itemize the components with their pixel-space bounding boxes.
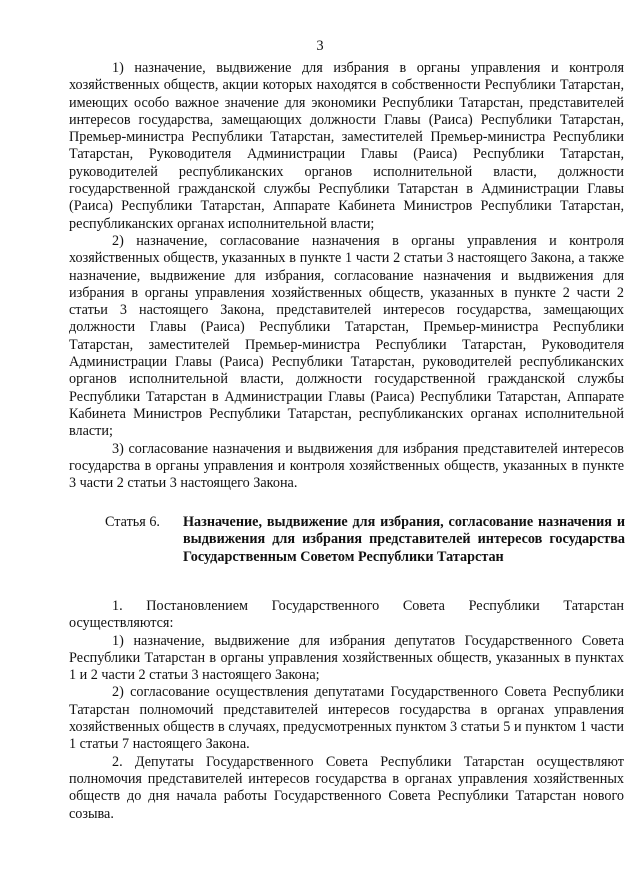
article6-part-1-intro: 1. Постановлением Государственного Совета Республики Татарстан осуществляются:	[69, 598, 624, 632]
article-title: Назначение, выдвижение для избрания, согласование назначения и выдвижения для избрания представителей интересов государства Государственным Советом Республики Татарстан	[183, 514, 625, 565]
article6-part-2: 2. Депутаты Государственного Совета Республики Татарстан осуществляют полномочия представителей интересов государства в органах управления хозяйственных обществ до дня начала работы Государственного Совета Республики Татарстан нового созыва.	[69, 753, 624, 822]
article6-part-1-item-1: 1) назначение, выдвижение для избрания депутатов Государственного Совета Республики Татарстан в органы управления хозяйственных обществ, указанных в пунктах 1 и 2 части 2 статьи 3 настоящего Закона;	[69, 632, 624, 684]
item-2-paragraph: 2) назначение, согласование назначения в органы управления и контроля хозяйственных обществ, указанных в пункте 1 части 2 статьи 3 настоящего Закона, а также назначение, выдвижение для избрания, согласование назначения и выдвижения для избрания в органы управления хозяйственных обществ, указанных в пункте 2 части 2 статьи 3 настоящего Закона, представителей интересов государства, замещающих должности Главы (Раиса) Республики Татарстан, Премьер-министра Республики Татарстан, заместителей Премьер-министра Республики Татарстан, Руководителя Администрации Главы (Раиса) Республики Татарстан, руководителей республиканских органов исполнительной власти, должности государственной гражданской службы Республики Татарстан в Администрации Главы (Раиса) Республики Татарстан, Аппарате Кабинета Министров Республики Татарстан, республиканских органах исполнительной власти;	[69, 232, 624, 440]
item-3-paragraph: 3) согласование назначения и выдвижения для избрания представителей интересов государства в органы управления и контроля хозяйственных обществ, указанных в пункте 3 части 2 статьи 3 настоящего Закона.	[69, 440, 624, 492]
article5-part-items	[69, 60, 624, 492]
page-number: 3	[316, 38, 324, 54]
article-number: Статья 6.	[105, 514, 160, 530]
item-1-paragraph: 1) назначение, выдвижение для избрания в органы управления и контроля хозяйственных обществ, акции которых находятся в собственности Республики Татарстан, имеющих особо важное значение для экономики Республики Татарстан, представителей интересов государства, замещающих должности Главы (Раиса) Республики Татарстан, Премьер-министра Республики Татарстан, заместителей Премьер-министра Республики Татарстан, Руководителя Администрации Главы (Раиса) Республики Татарстан, руководителей республиканских органов исполнительной власти, должности государственной гражданской службы Республики Татарстан в Администрации Главы (Раиса) Республики Татарстан, Аппарате Кабинета Министров Республики Татарстан, республиканских органах исполнительной власти;	[69, 60, 624, 232]
article6-body	[69, 598, 624, 823]
article6-part-1-item-2: 2) согласование осуществления депутатами Государственного Совета Республики Татарстан полномочий представителей интересов государства в органах управления хозяйственных обществ в случаях, предусмотренных пунктом 3 статьи 5 и пунктом 1 части 1 статьи 7 настоящего Закона.	[69, 684, 624, 753]
